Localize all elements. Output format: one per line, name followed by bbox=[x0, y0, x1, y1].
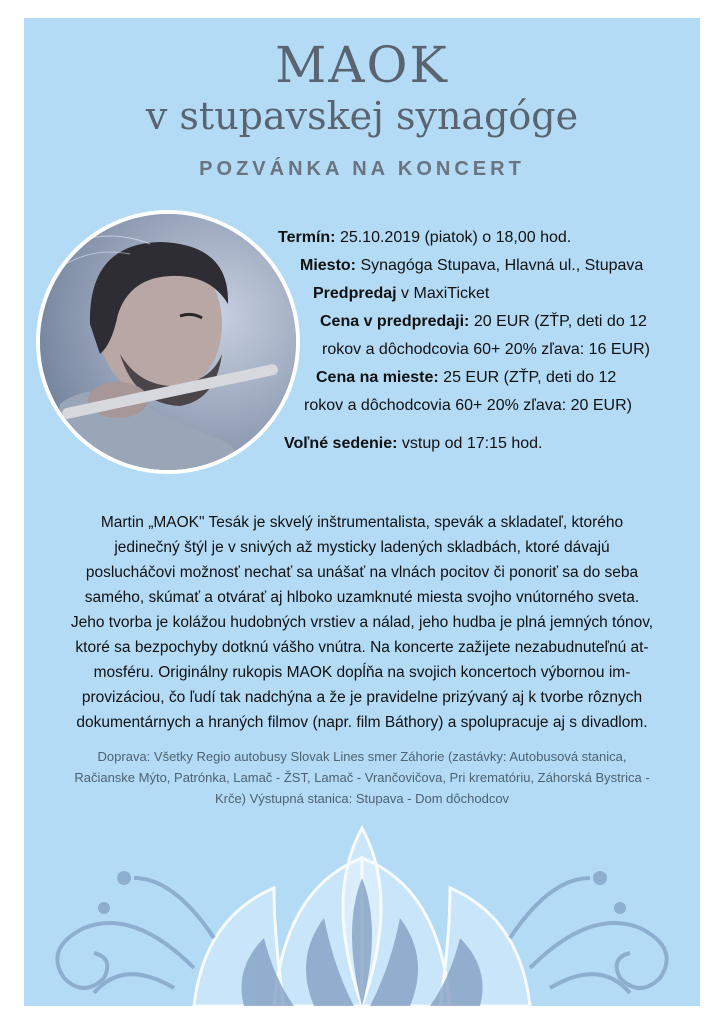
title-venue: v stupavskej synagóge bbox=[145, 94, 579, 138]
date-value: 25.10.2019 (piatok) o 18,00 hod. bbox=[339, 229, 572, 246]
description-line: samého, skúmať a otvárať aj hlboko uzamknuté miesta svojho vnútorného sveta. bbox=[84, 589, 640, 606]
description-line: provizáciou, čo ľudí tak nadchýna a že je pravidelne prizývaný aj k tvorbe rôznych bbox=[81, 689, 643, 706]
info-date bbox=[278, 224, 571, 252]
info-place bbox=[300, 252, 643, 280]
info-price-door-2: rokov a dôchodcovia 60+ 20% zľava: 20 EUR) bbox=[304, 397, 632, 414]
seating-value: vstup od 17:15 hod. bbox=[401, 435, 543, 452]
place-value: Synagóga Stupava, Hlavná ul., Stupava bbox=[360, 257, 644, 274]
price-presale-value-1: 20 EUR (ZŤP, deti do 12 bbox=[473, 313, 647, 330]
transport-line: Doprava: Všetky Regio autobusy Slovak Lines smer Záhorie (zastávky: Autobusová stanica, bbox=[97, 749, 627, 764]
place-label: Miesto: bbox=[300, 257, 356, 274]
title-maok: MAOK bbox=[275, 36, 449, 94]
presale-value: v MaxiTicket bbox=[401, 285, 490, 302]
description-line: poslucháčovi možnosť nechať sa unášať na vlnách pocitov či ponoriť sa do seba bbox=[85, 564, 639, 581]
info-price-door bbox=[316, 364, 616, 392]
description-line: dokumentárnych a hraných filmov (napr. film Báthory) a spolupracuje aj s divadlom. bbox=[76, 714, 648, 731]
musician-photo bbox=[36, 210, 300, 474]
transport-line: Krče) Výstupná stanica: Stupava - Dom dôchodcov bbox=[214, 791, 510, 806]
info-seating bbox=[284, 430, 542, 458]
description bbox=[42, 510, 682, 735]
price-door-value-1: 25 EUR (ZŤP, deti do 12 bbox=[443, 369, 617, 386]
transport-line: Račianske Mýto, Patrónka, Lamač - ŽST, Lamač - Vrančovičova, Pri krematóriu, Záhorská Bystrica - bbox=[74, 770, 650, 785]
description-line: Jeho tvorba je kolážou hudobných vrstiev a nálad, jeho hudba je plná jemných tónov, bbox=[70, 614, 654, 631]
date-label: Termín: bbox=[278, 229, 336, 246]
presale-label: Predpredaj bbox=[313, 285, 397, 302]
subtitle: POZVÁNKA NA KONCERT bbox=[199, 158, 525, 180]
description-line: Martin „MAOK" Tesák je skvelý inštrumentalista, spevák a skladateľ, ktorého bbox=[100, 514, 624, 531]
info-price-presale-2: rokov a dôchodcovia 60+ 20% zľava: 16 EUR) bbox=[322, 341, 650, 358]
flutist-illustration bbox=[40, 214, 296, 470]
seating-label: Voľné sedenie: bbox=[284, 435, 398, 452]
poster bbox=[24, 18, 700, 1006]
description-line: mosféru. Originálny rukopis MAOK dopĺňa na svojich koncertoch výbornou im- bbox=[93, 664, 631, 681]
description-line: jedinečný štýl je v snivých až mysticky ladených skladbách, ktoré dávajú bbox=[114, 539, 610, 556]
transport-info bbox=[42, 746, 682, 809]
description-line: ktoré sa bezpochyby dotknú vášho vnútra. Na koncerte zažijete nezabudnuteľnú at- bbox=[75, 639, 649, 656]
info-presale bbox=[313, 280, 489, 308]
lotus-ornament bbox=[24, 818, 700, 1006]
info-price-presale bbox=[320, 308, 647, 336]
price-presale-label: Cena v predpredaji: bbox=[320, 313, 470, 330]
price-door-label: Cena na mieste: bbox=[316, 369, 439, 386]
